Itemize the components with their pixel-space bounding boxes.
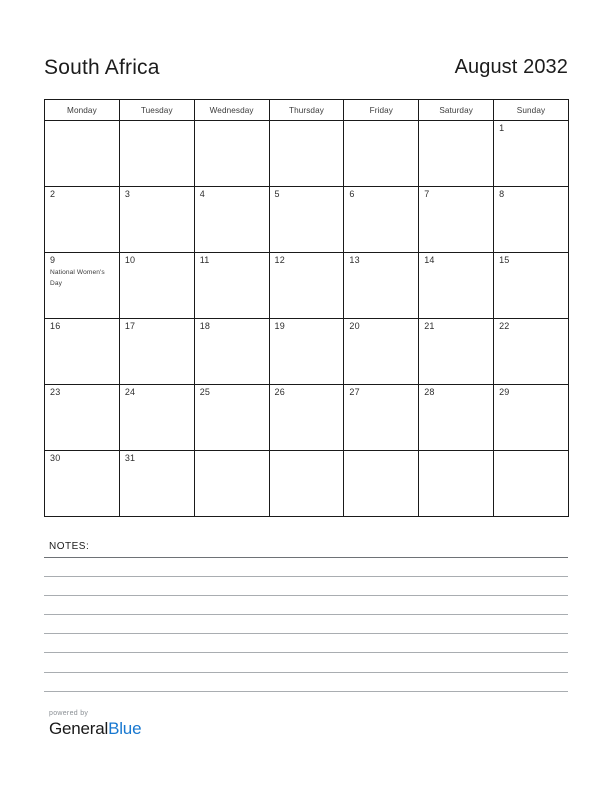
footer-logo bbox=[49, 710, 141, 737]
notes-line[interactable] bbox=[44, 614, 568, 633]
day-number: 16 bbox=[50, 321, 61, 331]
calendar-day-cell-empty bbox=[269, 121, 344, 187]
calendar-day-cell[interactable] bbox=[494, 319, 569, 385]
powered-by-label: powered by bbox=[49, 710, 89, 717]
calendar-day-cell-empty bbox=[344, 451, 419, 517]
weekday-header-row bbox=[45, 100, 569, 121]
calendar-day-cell[interactable] bbox=[494, 121, 569, 187]
calendar-day-cell-empty bbox=[194, 121, 269, 187]
weekday-header-saturday: Saturday bbox=[419, 100, 494, 121]
calendar-week-row bbox=[45, 385, 569, 451]
day-number: 7 bbox=[424, 189, 430, 199]
calendar-day-cell[interactable] bbox=[419, 187, 494, 253]
calendar-day-cell[interactable] bbox=[194, 385, 269, 451]
day-number: 18 bbox=[199, 321, 211, 331]
calendar-week-row bbox=[45, 451, 569, 517]
holiday-label: National Women's Day bbox=[50, 269, 105, 287]
notes-line[interactable] bbox=[44, 633, 568, 652]
calendar-day-cell-empty bbox=[269, 451, 344, 517]
day-number: 23 bbox=[50, 387, 61, 397]
calendar-day-cell[interactable] bbox=[194, 253, 269, 319]
day-number: 15 bbox=[499, 255, 510, 265]
calendar-week-row bbox=[45, 319, 569, 385]
calendar-week-row bbox=[45, 253, 569, 319]
weekday-header-sunday: Sunday bbox=[494, 100, 569, 121]
calendar-day-cell[interactable] bbox=[419, 385, 494, 451]
calendar-day-cell[interactable] bbox=[45, 187, 120, 253]
calendar-grid bbox=[44, 99, 569, 517]
calendar-day-cell[interactable] bbox=[494, 187, 569, 253]
notes-line[interactable] bbox=[44, 672, 568, 691]
weekday-header-wednesday: Wednesday bbox=[194, 100, 269, 121]
weekday-header-monday: Monday bbox=[45, 100, 120, 121]
page-title-row bbox=[44, 50, 568, 84]
calendar-day-cell-empty bbox=[419, 121, 494, 187]
calendar-day-cell[interactable] bbox=[494, 253, 569, 319]
calendar-day-cell[interactable] bbox=[45, 385, 120, 451]
calendar-day-cell-empty bbox=[419, 451, 494, 517]
day-number: 8 bbox=[499, 189, 505, 199]
weekday-header-tuesday: Tuesday bbox=[119, 100, 194, 121]
calendar-day-cell[interactable] bbox=[494, 385, 569, 451]
day-number: 14 bbox=[424, 255, 435, 265]
notes-line[interactable] bbox=[44, 652, 568, 671]
country-title: South Africa bbox=[44, 55, 160, 79]
calendar-day-cell[interactable] bbox=[119, 385, 194, 451]
calendar-day-cell[interactable] bbox=[119, 451, 194, 517]
month-year-title: August 2032 bbox=[454, 56, 568, 78]
day-number: 6 bbox=[349, 189, 355, 199]
day-number: 19 bbox=[274, 321, 285, 331]
calendar-day-cell-empty bbox=[494, 451, 569, 517]
calendar-day-cell[interactable] bbox=[119, 319, 194, 385]
day-number: 4 bbox=[199, 189, 205, 199]
notes-line[interactable] bbox=[44, 691, 568, 710]
calendar-day-cell[interactable] bbox=[344, 187, 419, 253]
day-number: 3 bbox=[124, 189, 131, 199]
day-number: 29 bbox=[499, 387, 510, 397]
day-number: 24 bbox=[124, 387, 136, 397]
calendar-day-cell[interactable] bbox=[194, 187, 269, 253]
day-number: 1 bbox=[499, 123, 505, 133]
day-number: 22 bbox=[499, 321, 510, 331]
calendar-day-cell-empty bbox=[45, 121, 120, 187]
calendar-day-cell-empty bbox=[119, 121, 194, 187]
day-number: 10 bbox=[124, 255, 136, 265]
day-number: 17 bbox=[124, 321, 136, 331]
calendar-day-cell-empty bbox=[194, 451, 269, 517]
weekday-header-thursday: Thursday bbox=[269, 100, 344, 121]
brand-name-first: General bbox=[49, 719, 109, 738]
calendar-day-cell[interactable] bbox=[119, 253, 194, 319]
notes-line[interactable] bbox=[44, 576, 568, 595]
calendar-day-cell[interactable] bbox=[45, 451, 120, 517]
day-number: 28 bbox=[424, 387, 435, 397]
calendar-day-cell[interactable] bbox=[419, 253, 494, 319]
calendar-body bbox=[45, 121, 569, 517]
day-number: 31 bbox=[124, 453, 136, 463]
calendar-day-cell[interactable] bbox=[419, 319, 494, 385]
brand-name-second: Blue bbox=[108, 719, 142, 738]
calendar-day-cell-empty bbox=[344, 121, 419, 187]
day-number: 9 bbox=[50, 255, 56, 265]
calendar-day-cell[interactable] bbox=[269, 319, 344, 385]
calendar-day-cell[interactable] bbox=[344, 253, 419, 319]
calendar-day-cell[interactable] bbox=[344, 319, 419, 385]
calendar-day-cell[interactable] bbox=[269, 385, 344, 451]
calendar-day-cell[interactable] bbox=[45, 253, 120, 319]
day-number: 2 bbox=[50, 189, 56, 199]
calendar-week-row bbox=[45, 121, 569, 187]
day-number: 12 bbox=[274, 255, 285, 265]
notes-lines[interactable] bbox=[44, 557, 568, 710]
calendar-day-cell[interactable] bbox=[269, 187, 344, 253]
day-number: 11 bbox=[199, 255, 210, 265]
notes-line[interactable] bbox=[44, 595, 568, 614]
day-number: 21 bbox=[424, 321, 435, 331]
day-number: 27 bbox=[349, 387, 360, 397]
day-number: 5 bbox=[274, 189, 280, 199]
day-number: 30 bbox=[50, 453, 61, 463]
calendar-day-cell[interactable] bbox=[45, 319, 120, 385]
weekday-header-friday: Friday bbox=[344, 100, 419, 121]
day-number: 20 bbox=[349, 321, 360, 331]
notes-label: NOTES: bbox=[49, 541, 90, 552]
notes-line[interactable] bbox=[44, 557, 568, 576]
calendar-day-cell[interactable] bbox=[119, 187, 194, 253]
calendar-week-row bbox=[45, 187, 569, 253]
day-number: 13 bbox=[349, 255, 360, 265]
calendar-day-cell[interactable] bbox=[194, 319, 269, 385]
calendar-day-cell[interactable] bbox=[344, 385, 419, 451]
day-number: 25 bbox=[199, 387, 211, 397]
day-number: 26 bbox=[274, 387, 285, 397]
generalblue-wordmark bbox=[49, 720, 141, 737]
calendar-day-cell[interactable] bbox=[269, 253, 344, 319]
